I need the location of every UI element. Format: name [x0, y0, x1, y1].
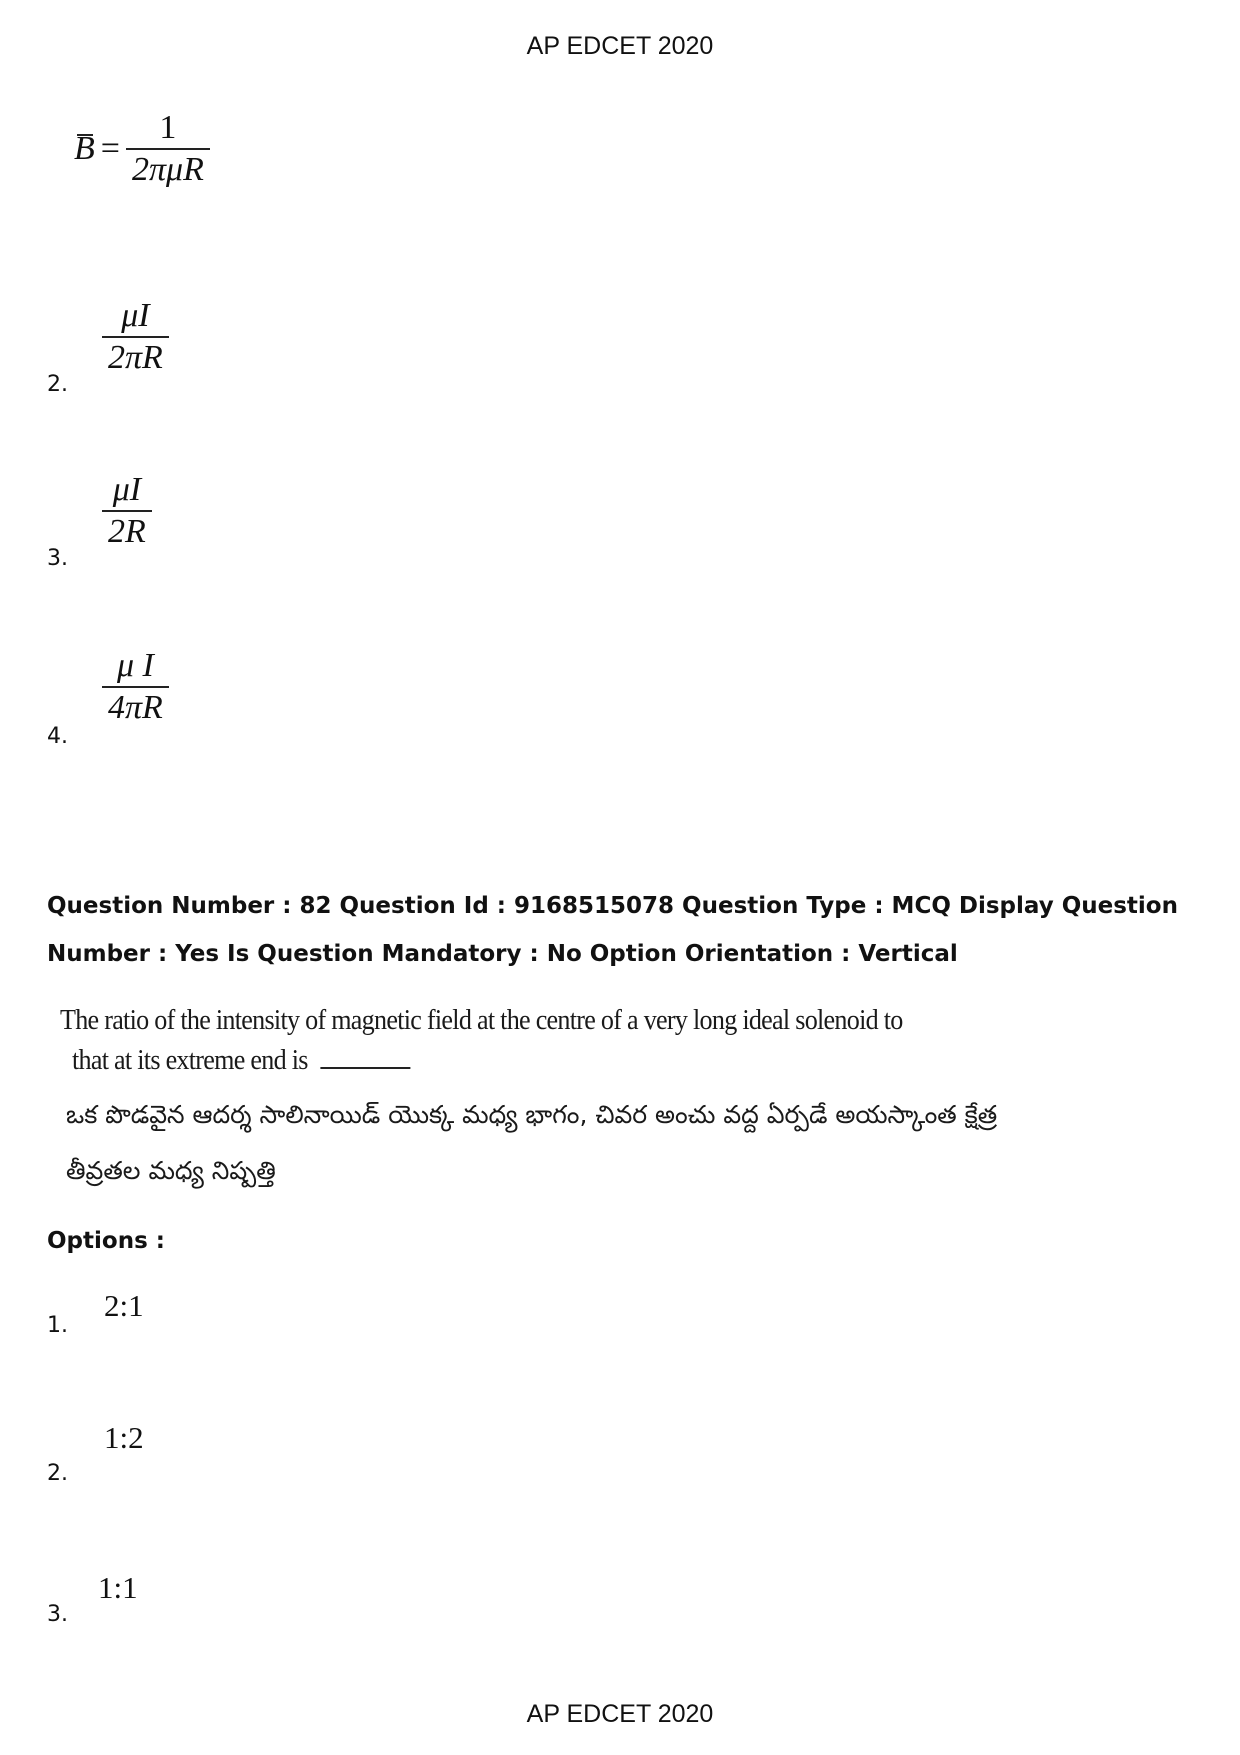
option-3-number: 3.: [47, 1602, 68, 1627]
prev-option-3-formula: [102, 472, 152, 549]
question-meta-line-2: Number : Yes Is Question Mandatory : No Option Orientation : Vertical: [47, 941, 958, 967]
formula-fraction: [126, 110, 210, 187]
page-header: AP EDCET 2020: [526, 32, 714, 60]
answer-blank: [320, 1067, 410, 1069]
question-text-te-line-2: తీవ్రతల మధ్య నిష్పత్తి: [66, 1156, 276, 1185]
prev-option-2-number: 2.: [47, 372, 68, 397]
question-text-en-line-1: The ratio of the intensity of magnetic field at the centre of a very long ideal solenoid to: [60, 1004, 903, 1036]
option-2-number: 2.: [47, 1461, 68, 1486]
prev-option-3-numerator: μI: [112, 471, 142, 508]
question-meta: [47, 882, 1197, 978]
prev-option-2-denominator: 2πR: [102, 336, 169, 376]
prev-option-4-formula: [102, 648, 169, 725]
question-text-te-line-1: ఒక పొడవైన ఆదర్శ సాలినాయిడ్ యొక్క మధ్య భాగం, చివర అంచు వద్ద ఏర్పడే అయస్కాంత క్షేత్ర: [66, 1100, 998, 1129]
page-footer: AP EDCET 2020: [526, 1700, 714, 1728]
formula-denominator: 2πμR: [126, 148, 210, 188]
question-meta-line-1: Question Number : 82 Question Id : 9168515078 Question Type : MCQ Display Question: [47, 893, 1178, 919]
options-label: Options :: [47, 1228, 165, 1254]
formula-b-field: [74, 110, 210, 187]
prev-option-4-numerator: μ I: [116, 647, 154, 684]
prev-option-2-formula: [102, 298, 169, 375]
option-1-value: 2:1: [104, 1288, 144, 1323]
option-2-value: 1:2: [104, 1420, 144, 1455]
formula-equals: =: [100, 129, 120, 167]
question-text-en-line-2: that at its extreme end is: [72, 1044, 308, 1076]
question-text-en-line-2-wrap: [72, 1044, 846, 1077]
option-3-value: 1:1: [98, 1570, 138, 1605]
option-1-number: 1.: [47, 1313, 68, 1338]
formula-lhs: B: [74, 129, 95, 167]
prev-option-2-numerator: μI: [121, 297, 150, 334]
formula-numerator: 1: [159, 109, 177, 146]
prev-option-3-denominator: 2R: [102, 510, 152, 550]
prev-option-3-number: 3.: [47, 546, 68, 571]
prev-option-4-denominator: 4πR: [102, 686, 169, 726]
prev-option-4-number: 4.: [47, 724, 68, 749]
